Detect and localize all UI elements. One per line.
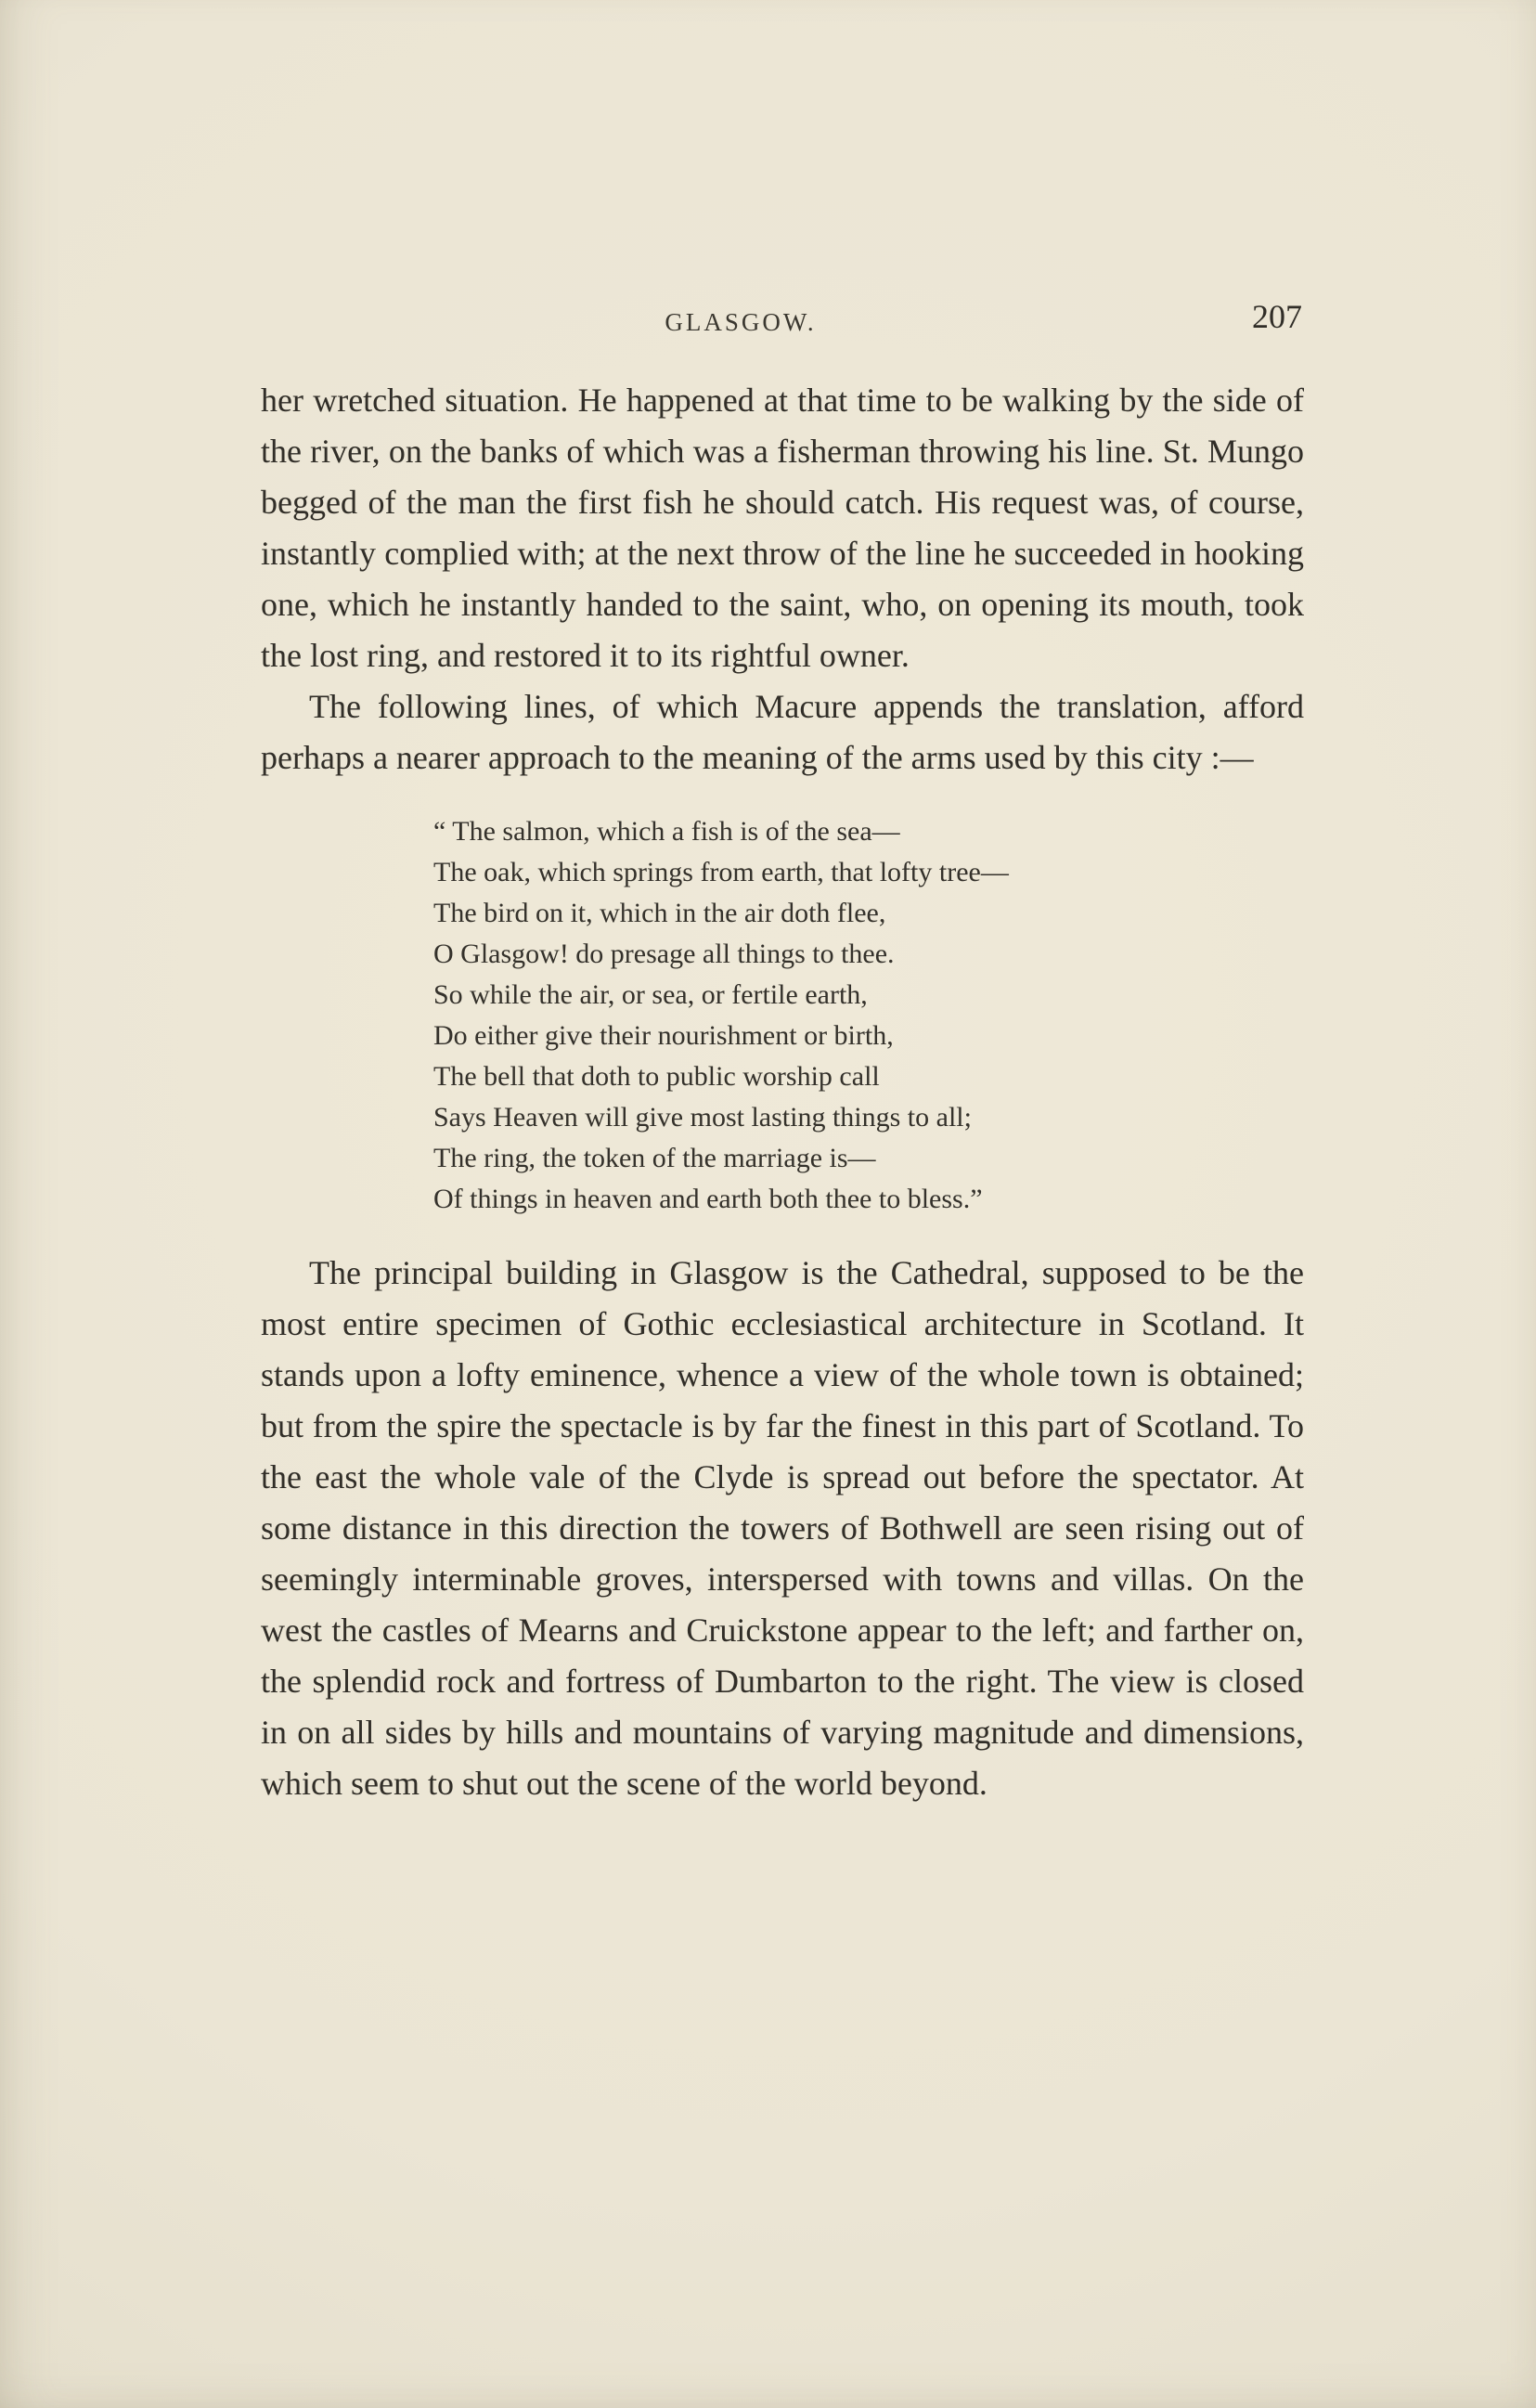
paragraph-1: her wretched situation. He happened at that time to be walking by the side of the river, on the banks of which was a fisherman throwing his line. St. Mungo begged of the man the first fish he should catch. His request was, of course, instantly complied with; at the next throw of the line he succeeded in hooking one, which he instantly handed to the saint, who, on opening its mouth, took the lost ring, and restored it to its rightful owner. <box>261 382 1304 674</box>
text-block <box>261 295 1304 1809</box>
verse-line: So while the air, or sea, or fertile earth, <box>433 979 868 1010</box>
verse-block <box>433 811 1304 1220</box>
verse-line: The bell that doth to public worship call <box>433 1061 880 1092</box>
running-head <box>261 295 1304 353</box>
page-number: 207 <box>1252 298 1302 335</box>
verse-line: Do either give their nourishment or birth, <box>433 1020 894 1051</box>
verse-line: The ring, the token of the marriage is— <box>433 1143 876 1173</box>
verse-line: O Glasgow! do presage all things to thee. <box>433 939 895 969</box>
running-head-title: GLASGOW. <box>665 308 817 336</box>
verse-line: Says Heaven will give most lasting things to all; <box>433 1102 972 1133</box>
verse-line: The oak, which springs from earth, that lofty tree— <box>433 857 1009 887</box>
paragraph-3: The principal building in Glasgow is the Cathedral, supposed to be the most entire specimen of Gothic ecclesiastical architecture in Scotland. It stands upon a lofty eminence, whence a view of the whole town is obtained; but from the spire the spectacle is by far the finest in this part of Scotland. To the east the whole vale of the Clyde is spread out before the spectator. At some distance in this direction the towers of Bothwell are seen rising out of seemingly interminable groves, interspersed with towns and villas. On the west the castles of Mearns and Cruickstone appear to the left; and farther on, the splendid rock and fortress of Dumbarton to the right. The view is closed in on all sides by hills and mountains of varying magnitude and dimensions, which seem to shut out the scene of the world beyond. <box>261 1254 1304 1802</box>
paragraph-2: The following lines, of which Macure appends the translation, afford perhaps a nearer approach to the meaning of the arms used by this city :— <box>261 688 1304 776</box>
verse-line: “ The salmon, which a fish is of the sea— <box>433 816 900 847</box>
verse-line: The bird on it, which in the air doth flee, <box>433 898 886 928</box>
verse-line: Of things in heaven and earth both thee to bless.” <box>433 1184 983 1214</box>
